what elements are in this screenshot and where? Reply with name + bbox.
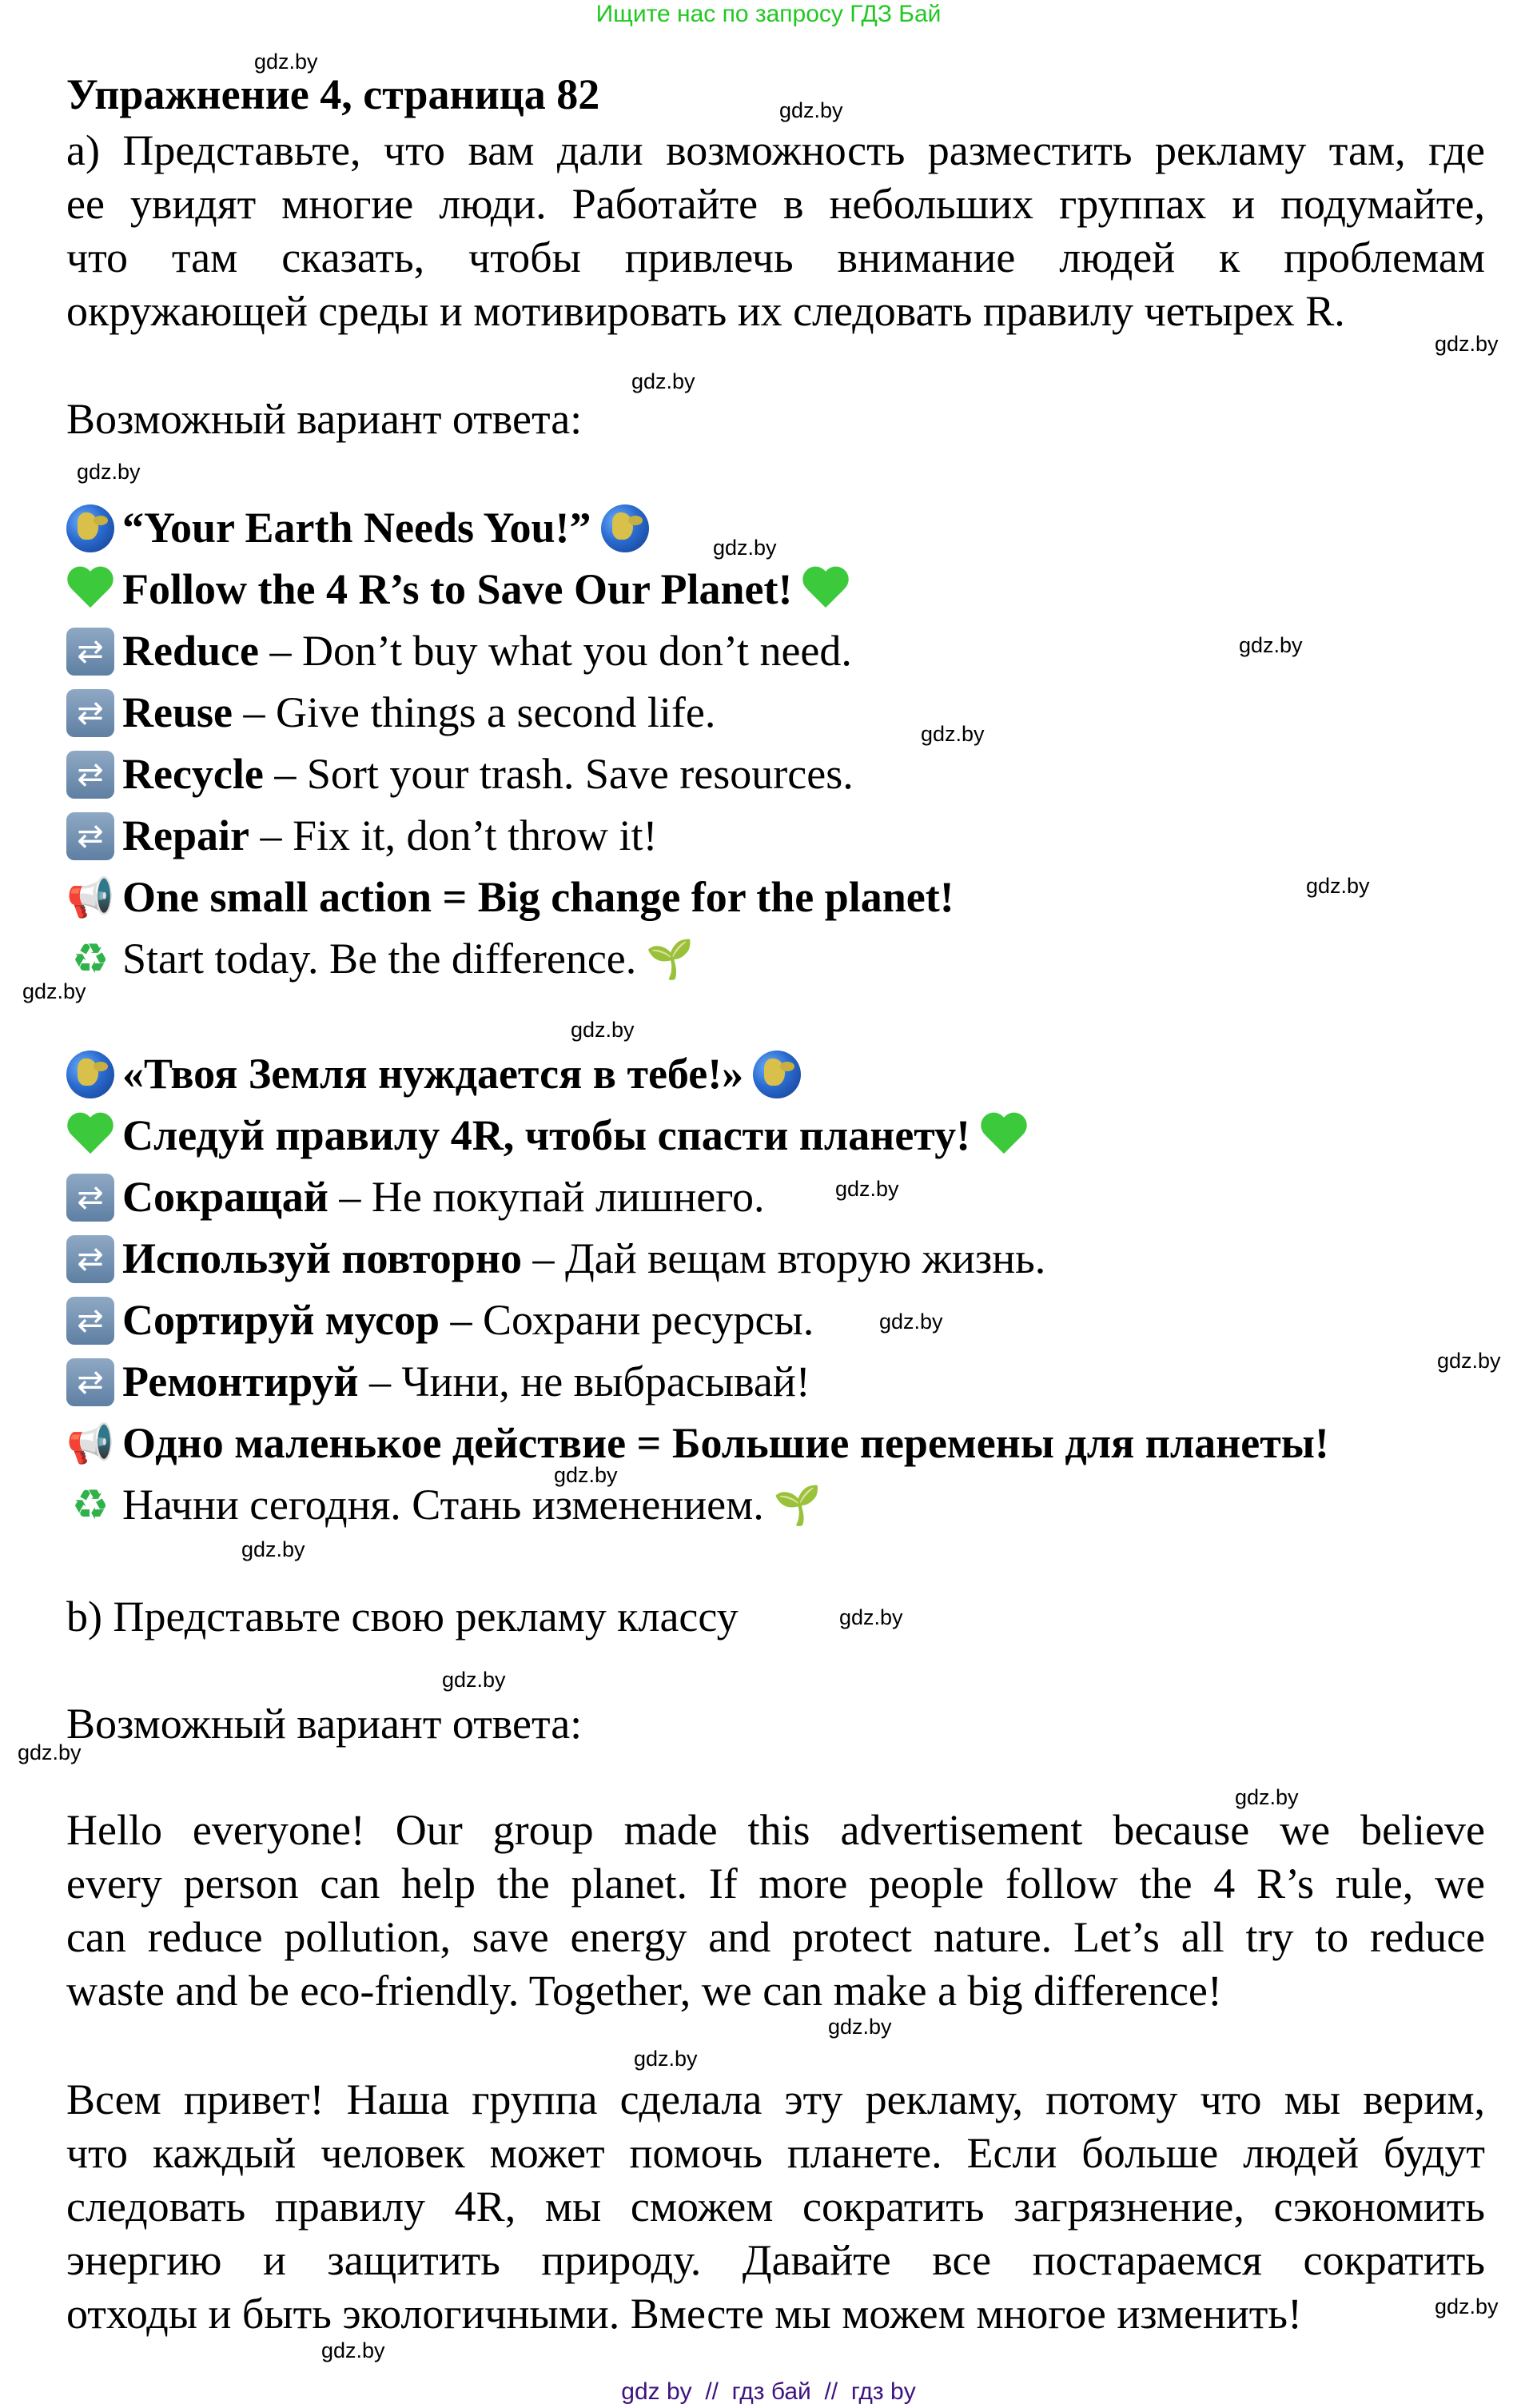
globe-icon [66, 504, 114, 552]
task-a-text [66, 124, 1485, 338]
watermark: gdz.by [442, 1668, 506, 1692]
repeat-icon: ⇄ [66, 1235, 114, 1283]
watermark: gdz.by [1235, 1785, 1299, 1809]
watermark: gdz.by [779, 98, 843, 122]
ad-line: 📢 Одно маленькое действие = Большие перемены для планеты! [66, 1419, 1329, 1467]
repeat-icon: ⇄ [66, 628, 114, 676]
answer-russian [66, 2073, 1485, 2341]
globe-icon [601, 504, 649, 552]
text-line: Всем привет! Наша группа сделала эту рекламу, потому что мы верим, [66, 2075, 1485, 2123]
watermark: gdz.by [554, 1463, 618, 1487]
answer-label: Возможный вариант ответа: [66, 1700, 583, 1748]
footer-links[interactable]: gdz by // гдз бай // гдз by [621, 2378, 916, 2405]
search-hint-banner[interactable]: Ищите нас по запросу ГДЗ Бай [595, 1, 942, 27]
ad-line: “Your Earth Needs You!” [66, 497, 649, 559]
exercise-title: Упражнение 4, страница 82 [66, 70, 600, 118]
text-line: что там сказать, чтобы привлечь внимание людей к проблемам [66, 233, 1485, 281]
watermark: gdz.by [1435, 332, 1499, 356]
globe-icon [753, 1051, 801, 1098]
ad-line: ⇄ Ремонтируй – Чини, не выбрасывай! [66, 1351, 810, 1413]
megaphone-icon: 📢 [66, 1421, 114, 1466]
text-line: ее увидят многие люди. Работайте в небольших группах и подумайте, [66, 180, 1485, 228]
answer-english [66, 1804, 1485, 2018]
ad-line: ♻ Start today. Be the difference. 🌱 [66, 928, 694, 990]
ad-line: ⇄ Сокращай – Не покупай лишнего. [66, 1166, 765, 1228]
ad-line: ⇄ Сортируй мусор – Сохрани ресурсы. [66, 1290, 814, 1351]
repeat-icon: ⇄ [66, 751, 114, 799]
repeat-icon: ⇄ [66, 1174, 114, 1222]
repeat-icon: ⇄ [66, 1297, 114, 1345]
watermark: gdz.by [22, 979, 86, 1003]
text-line: отходы и быть экологичными. Вместе мы можем многое изменить! [66, 2290, 1302, 2338]
ad-line: ⇄ Reuse – Give things a second life. [66, 682, 715, 744]
watermark: gdz.by [1239, 633, 1303, 657]
text-line: waste and be eco-friendly. Together, we can make a big difference! [66, 1967, 1222, 2015]
watermark: gdz.by [713, 536, 777, 560]
megaphone-icon: 📢 [66, 875, 114, 920]
watermark: gdz.by [571, 1018, 635, 1042]
ad-line: Follow the 4 R’s to Save Our Planet! [66, 559, 850, 620]
ad-line: ⇄ Reduce – Don’t buy what you don’t need. [66, 620, 852, 682]
task-b-text: b) Представьте свою рекламу классу [66, 1593, 739, 1641]
green-heart-icon [66, 568, 114, 612]
ad-line: ⇄ Recycle – Sort your trash. Save resources. [66, 744, 854, 805]
ad-line: «Твоя Земля нуждается в тебе!» [66, 1043, 801, 1105]
watermark: gdz.by [828, 2015, 892, 2039]
watermark: gdz.by [839, 1605, 903, 1629]
watermark: gdz.by [18, 1740, 82, 1764]
green-heart-icon [980, 1114, 1028, 1158]
text-line: следовать правилу 4R, мы сможем сократить загрязнение, сэкономить [66, 2183, 1485, 2231]
watermark: gdz.by [77, 460, 141, 484]
answer-label: Возможный вариант ответа: [66, 395, 583, 443]
ad-line: ♻ Начни сегодня. Стань изменением. 🌱 [66, 1474, 822, 1536]
watermark: gdz.by [879, 1310, 943, 1334]
repeat-icon: ⇄ [66, 1358, 114, 1406]
seedling-icon: 🌱 [773, 1482, 822, 1528]
watermark: gdz.by [835, 1177, 899, 1201]
text-line: а) Представьте, что вам дали возможность разместить рекламу там, где [66, 126, 1485, 174]
green-heart-icon [802, 568, 850, 612]
text-line: every person can help the planet. If more people follow the 4 R’s rule, we [66, 1860, 1485, 1908]
watermark: gdz.by [631, 369, 695, 393]
watermark: gdz.by [321, 2338, 385, 2362]
repeat-icon: ⇄ [66, 689, 114, 737]
watermark: gdz.by [921, 722, 985, 746]
text-line: окружающей среды и мотивировать их следовать правилу четырех R. [66, 287, 1345, 335]
text-line: энергию и защитить природу. Давайте все постараемся сократить [66, 2236, 1485, 2284]
ad-line: 📢 One small action = Big change for the planet! [66, 873, 954, 921]
globe-icon [66, 1051, 114, 1098]
watermark: gdz.by [241, 1537, 305, 1561]
ad-line: Следуй правилу 4R, чтобы спасти планету! [66, 1105, 1028, 1166]
watermark: gdz.by [634, 2047, 698, 2071]
watermark: gdz.by [1437, 1349, 1501, 1373]
recycle-icon: ♻ [71, 1481, 110, 1529]
green-heart-icon [66, 1114, 114, 1158]
repeat-icon: ⇄ [66, 812, 114, 860]
watermark: gdz.by [1435, 2294, 1499, 2318]
ad-line: ⇄ Используй повторно – Дай вещам вторую жизнь. [66, 1228, 1045, 1290]
text-line: can reduce pollution, save energy and protect nature. Let’s all try to reduce [66, 1913, 1485, 1961]
text-line: Hello everyone! Our group made this advertisement because we believe [66, 1806, 1485, 1854]
ad-line: ⇄ Repair – Fix it, don’t throw it! [66, 805, 658, 867]
watermark: gdz.by [1306, 874, 1370, 898]
watermark: gdz.by [254, 50, 318, 74]
recycle-icon: ♻ [71, 935, 110, 983]
seedling-icon: 🌱 [646, 936, 695, 982]
text-line: что каждый человек может помочь планете. Если больше людей будут [66, 2129, 1485, 2177]
